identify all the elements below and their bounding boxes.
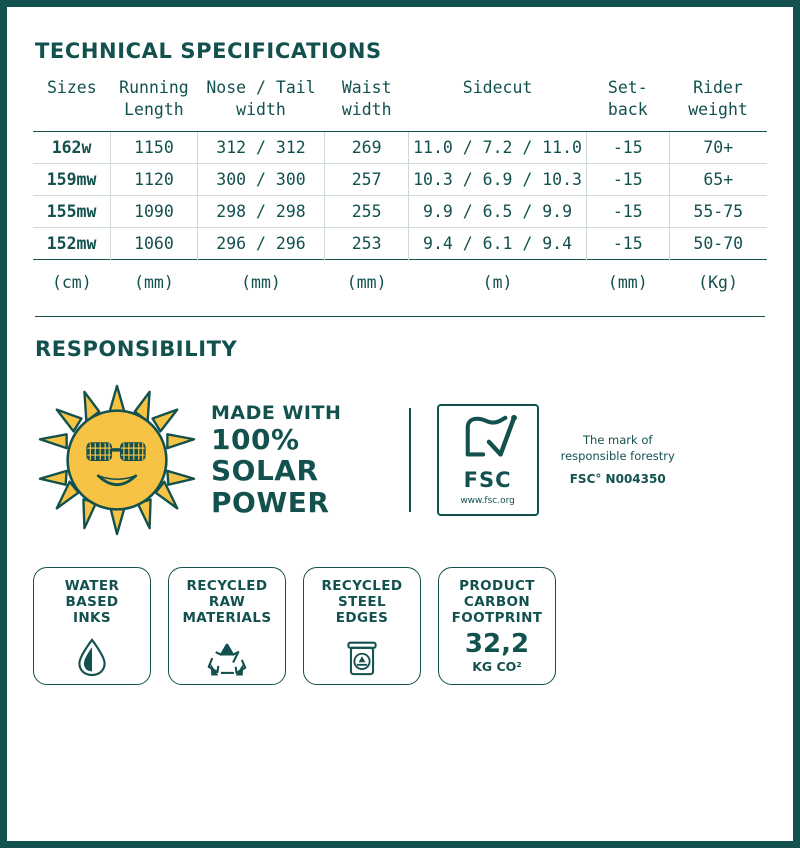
table-row (33, 164, 767, 196)
cell-waist: 257 (325, 164, 409, 196)
carbon-unit: KG CO² (472, 658, 522, 674)
carbon-value: 32,2 (464, 628, 530, 659)
cell-running-length: 1090 (111, 196, 198, 228)
badge-label (452, 579, 543, 627)
badge-label (182, 579, 271, 627)
cell-running-length: 1060 (111, 228, 198, 260)
column-header-line: Length (124, 100, 184, 120)
badge-label-line: RECYCLED (186, 578, 268, 595)
page-title: TECHNICAL SPECIFICATIONS (35, 39, 382, 63)
fsc-tree-checkmark-icon (453, 412, 523, 466)
column-header-setback (587, 77, 670, 132)
water-drop-icon (74, 636, 110, 678)
cell-sidecut: 9.9 / 6.5 / 9.9 (409, 196, 587, 228)
badge-water-based-inks (33, 567, 151, 685)
cell-setback: -15 (587, 228, 670, 260)
table-row (33, 196, 767, 228)
table-row (33, 228, 767, 260)
solar-line-2: 100% SOLAR (211, 422, 319, 488)
cell-sidecut: 10.3 / 6.9 / 10.3 (409, 164, 587, 196)
cell-sidecut: 9.4 / 6.1 / 9.4 (409, 228, 587, 260)
column-header-line: Sidecut (462, 78, 533, 97)
badge-label (65, 579, 120, 627)
column-header-rider-weight (669, 77, 767, 132)
cell-nose-tail: 300 / 300 (197, 164, 324, 196)
responsibility-title: RESPONSIBILITY (35, 337, 238, 362)
badge-label-line: CARBON (463, 594, 531, 611)
fsc-url[interactable]: www.fsc.org (460, 496, 515, 507)
fsc-tagline-line-2: responsible forestry (560, 448, 675, 463)
column-header-waist-width (325, 77, 409, 132)
solar-line-3: POWER (211, 485, 330, 519)
cell-size: 155mw (33, 196, 111, 228)
column-header-line: Sizes (46, 78, 97, 97)
fsc-tagline-line-1: The mark of (583, 433, 653, 448)
badge-product-carbon-footprint (438, 567, 556, 685)
badge-label-line: PRODUCT (459, 578, 535, 595)
recycle-bin-icon (345, 638, 379, 678)
cell-rider-weight: 55-75 (669, 196, 767, 228)
cell-nose-tail: 298 / 298 (197, 196, 324, 228)
unit-setback: (mm) (587, 260, 670, 299)
cell-nose-tail: 296 / 296 (197, 228, 324, 260)
solar-power-block (33, 380, 403, 540)
column-header-line: width (341, 100, 392, 120)
badge-label-line: MATERIALS (182, 610, 272, 627)
table-row (33, 132, 767, 164)
unit-rider-weight: (Kg) (669, 260, 767, 299)
unit-waist: (mm) (325, 260, 409, 299)
cell-running-length: 1150 (111, 132, 198, 164)
fsc-label: FSC (463, 468, 512, 493)
column-header-line: weight (688, 100, 748, 120)
fsc-logo-box (437, 404, 539, 516)
badge-label-line: INKS (72, 610, 112, 627)
badge-label-line: WATER (64, 578, 120, 595)
unit-size: (cm) (33, 260, 111, 299)
cell-setback: -15 (587, 164, 670, 196)
column-header-sizes (33, 77, 111, 132)
section-divider (35, 316, 765, 317)
column-header-line: Running (119, 78, 189, 97)
column-header-running-length (111, 77, 198, 132)
column-header-line: Nose / Tail (206, 78, 316, 97)
fsc-code: FSC° N004350 (569, 472, 666, 487)
cell-setback: -15 (587, 196, 670, 228)
cell-size: 162w (33, 132, 111, 164)
sun-sunglasses-icon (33, 380, 201, 540)
table-header-row (33, 77, 767, 132)
badge-label (322, 579, 403, 627)
badge-label-line: RAW (208, 594, 246, 611)
spec-table-body (33, 132, 767, 299)
badge-recycled-raw-materials (168, 567, 286, 685)
page-content (7, 7, 793, 841)
badge-label-line: FOOTPRINT (451, 610, 543, 627)
badge-label-line: BASED (65, 594, 119, 611)
spec-table-head (33, 77, 767, 132)
column-header-nose-tail-width (197, 77, 324, 132)
cell-rider-weight: 50-70 (669, 228, 767, 260)
cell-waist: 253 (325, 228, 409, 260)
cell-size: 159mw (33, 164, 111, 196)
column-header-line: Rider (693, 78, 743, 97)
column-header-sidecut (409, 77, 587, 132)
cell-waist: 269 (325, 132, 409, 164)
solar-line-1: MADE WITH (211, 401, 342, 424)
cell-rider-weight: 65+ (669, 164, 767, 196)
unit-nose-tail: (mm) (197, 260, 324, 299)
responsibility-row (33, 375, 767, 545)
unit-sidecut: (m) (409, 260, 587, 299)
vertical-divider (409, 408, 411, 512)
fsc-tagline (561, 433, 675, 487)
recycle-icon (207, 640, 247, 678)
cell-running-length: 1120 (111, 164, 198, 196)
badge-label-line: EDGES (335, 610, 389, 627)
cell-setback: -15 (587, 132, 670, 164)
column-header-line: Waist (341, 78, 392, 97)
cell-rider-weight: 70+ (669, 132, 767, 164)
unit-running-length: (mm) (111, 260, 198, 299)
fsc-block (437, 404, 675, 516)
badge-row (33, 567, 767, 685)
table-units-row (33, 260, 767, 299)
cell-waist: 255 (325, 196, 409, 228)
column-header-line: width (236, 100, 286, 120)
cell-nose-tail: 312 / 312 (197, 132, 324, 164)
badge-label-line: RECYCLED (321, 578, 403, 595)
badge-label-line: STEEL (338, 594, 386, 611)
cell-sidecut: 11.0 / 7.2 / 11.0 (409, 132, 587, 164)
column-header-line: Set- (607, 78, 648, 97)
spec-table (33, 77, 767, 298)
solar-power-text (211, 403, 403, 518)
badge-recycled-steel-edges (303, 567, 421, 685)
column-header-line: back (607, 100, 648, 120)
cell-size: 152mw (33, 228, 111, 260)
